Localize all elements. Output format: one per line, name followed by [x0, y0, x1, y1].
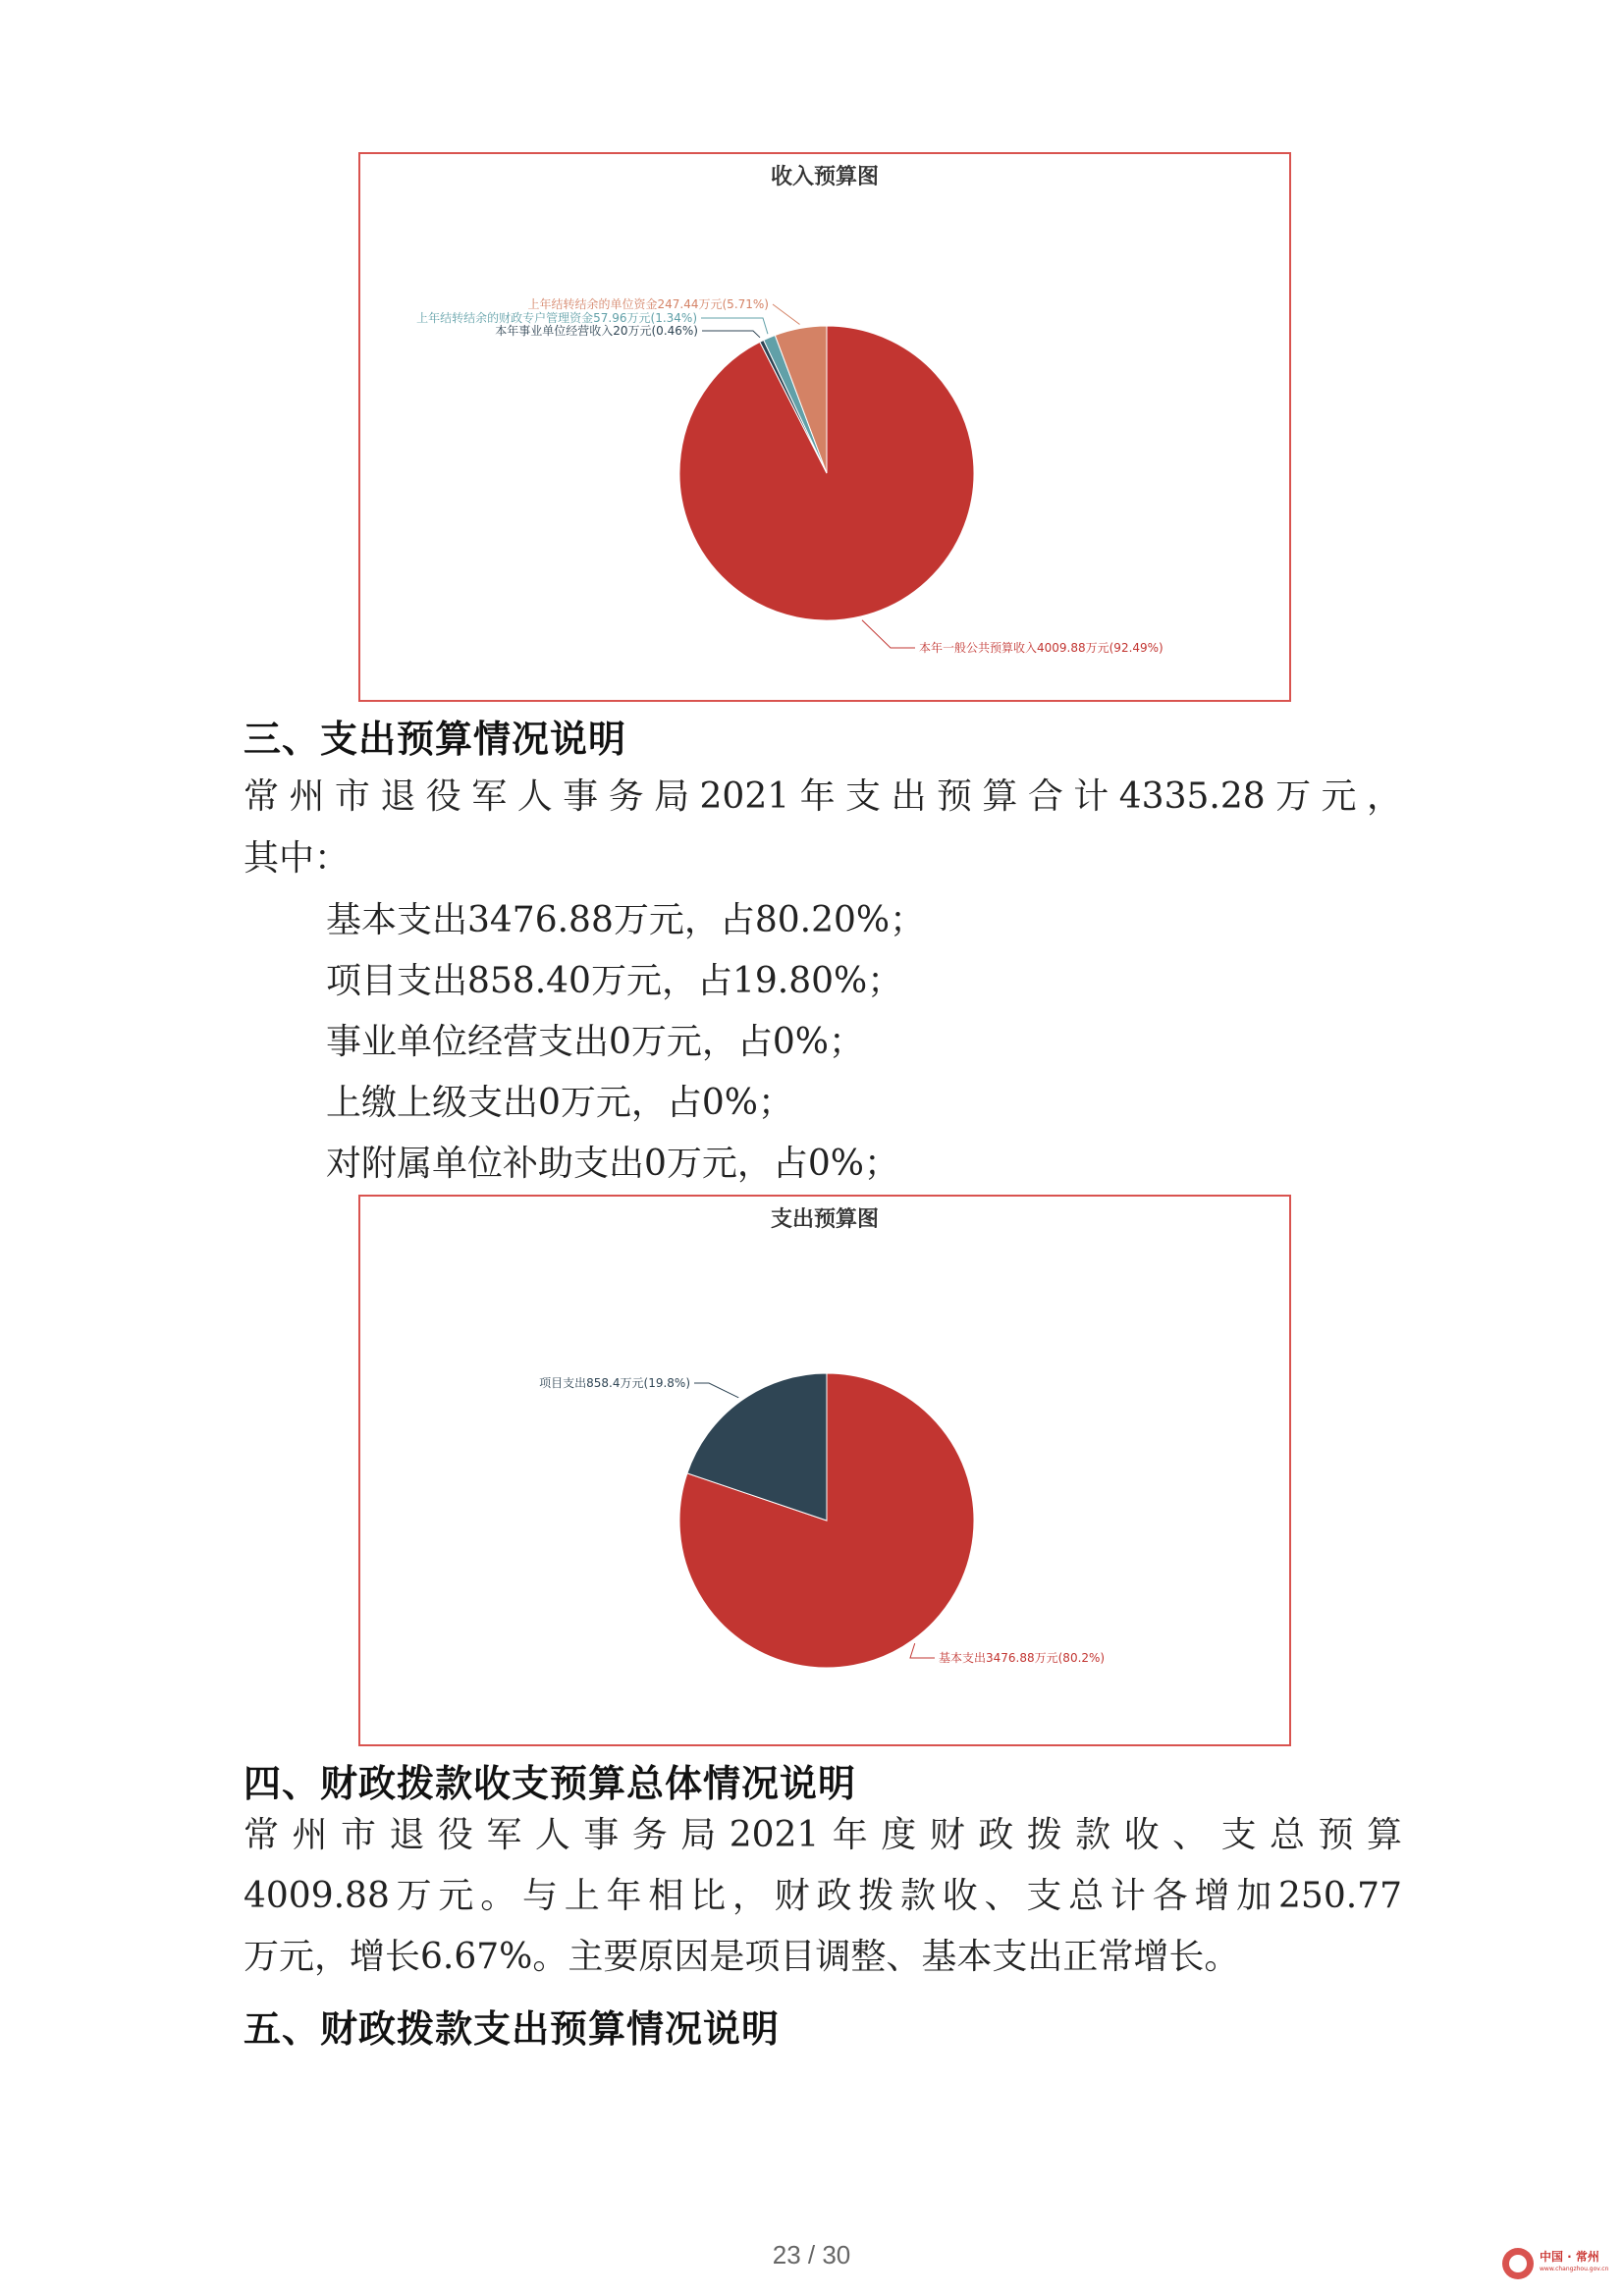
section4-text-line1: 常州市退役军人事务局2021年度财政拨款收、支总预算: [243, 1815, 1402, 1855]
emblem-icon: [1502, 2248, 1534, 2279]
expense-item: 项目支出858.40万元，占19.80%；: [326, 961, 903, 1001]
expense-chart: [358, 1195, 1291, 1746]
label-leader-line: [701, 318, 768, 334]
section3-intro-cont: 其中：: [243, 838, 351, 879]
site-logo[interactable]: [1502, 2244, 1610, 2283]
label-leader-line: [862, 620, 915, 648]
chart-title: 支出预算图: [770, 1207, 880, 1232]
expense-item: 事业单位经营支出0万元，占0%；: [326, 1022, 865, 1062]
section3-heading: 三、支出预算情况说明: [243, 718, 627, 761]
logo-subtext: www.changzhou.gov.cn: [1540, 2266, 1609, 2272]
logo-text: 中国 · 常州: [1540, 2250, 1599, 2264]
section3-intro: 常州市退役军人事务局2021年支出预算合计4335.28万元，: [243, 776, 1402, 817]
section4-text-line3: 万元，增长6.67%。主要原因是项目调整、基本支出正常增长。: [243, 1937, 1240, 1977]
income-chart: [358, 152, 1291, 702]
label-leader-line: [702, 331, 760, 338]
expense-item: 上缴上级支出0万元，占0%；: [326, 1083, 794, 1123]
slice-label: 本年事业单位经营收入20万元(0.46%): [495, 324, 698, 338]
page-number: 23 / 30: [772, 2240, 851, 2269]
slice-label: 基本支出3476.88万元(80.2%): [939, 1651, 1106, 1665]
section4-text-line2: 4009.88万元。与上年相比，财政拨款收、支总计各增加250.77: [243, 1876, 1402, 1916]
slice-label: 上年结转结余的财政专户管理资金57.96万元(1.34%): [416, 311, 697, 325]
chart-title: 收入预算图: [770, 165, 880, 189]
slice-label: 本年一般公共预算收入4009.88万元(92.49%): [919, 641, 1163, 655]
slice-label: 项目支出858.4万元(19.8%): [539, 1376, 690, 1390]
income-pie-svg: [360, 154, 1289, 700]
label-leader-line: [773, 304, 800, 324]
expense-item: 对附属单位补助支出0万元，占0%；: [326, 1144, 900, 1184]
label-leader-line: [694, 1383, 738, 1398]
slice-label: 上年结转结余的单位资金247.44万元(5.71%): [527, 297, 769, 311]
expense-pie-svg: [360, 1197, 1289, 1744]
section5-heading: 五、财政拨款支出预算情况说明: [243, 2007, 781, 2051]
expense-item: 基本支出3476.88万元，占80.20%；: [326, 900, 926, 940]
label-leader-line: [910, 1643, 935, 1658]
section4-heading: 四、财政拨款收支预算总体情况说明: [243, 1762, 857, 1805]
